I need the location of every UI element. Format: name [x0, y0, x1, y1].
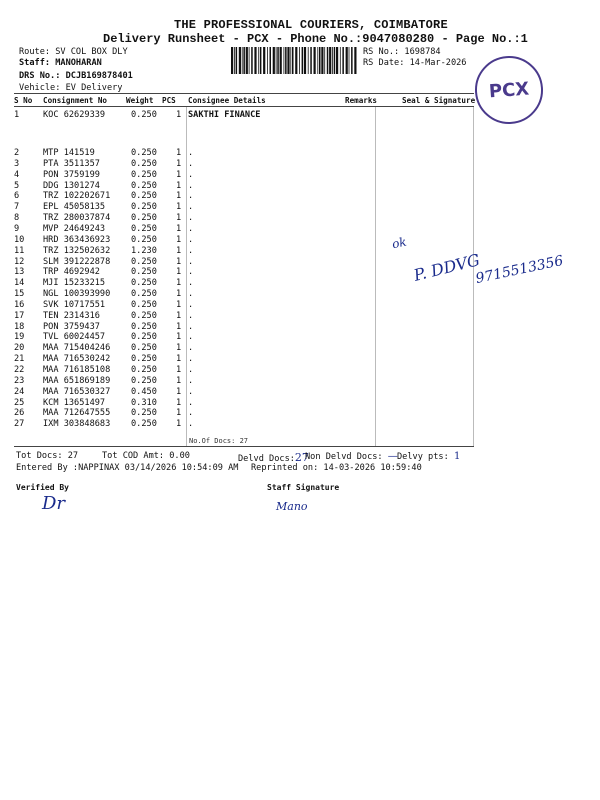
serial-number: 19	[14, 332, 25, 343]
pieces: 1	[176, 321, 182, 332]
serial-number: 1	[14, 110, 20, 120]
consignee-details: .	[188, 191, 194, 202]
serial-number: 2	[14, 148, 20, 158]
consignee-details: .	[188, 180, 194, 191]
consignment-number: PON 3759199	[43, 169, 100, 180]
staff-row	[19, 58, 102, 68]
staff-label: Staff:	[19, 58, 51, 68]
runsheet-subtitle: Delivery Runsheet - PCX - Phone No.:9047080280 - Page No.:1	[103, 32, 528, 46]
weight: 0.250	[131, 408, 157, 419]
consignment-number: MVP 24649243	[43, 223, 106, 234]
staff-signature: Mano	[276, 500, 308, 513]
pieces: 1	[176, 365, 182, 375]
pieces: 1	[176, 419, 182, 430]
pieces: 1	[176, 110, 182, 120]
rs-number: RS No.: 1698784	[363, 47, 441, 57]
pieces: 1	[176, 223, 182, 234]
no-of-docs: No.Of Docs: 27	[189, 437, 249, 445]
pieces: 1	[176, 213, 182, 224]
weight: 0.250	[131, 332, 157, 343]
non-delivered-docs-value: —	[387, 451, 398, 462]
col-seal: Seal & Signature	[402, 96, 476, 105]
serial-number: 17	[14, 310, 25, 321]
serial-number: 3	[14, 158, 20, 169]
consignee-details: .	[188, 375, 194, 386]
serial-number: 10	[14, 234, 25, 245]
pieces: 1	[176, 310, 182, 321]
company-name: THE PROFESSIONAL COURIERS, COIMBATORE	[174, 18, 448, 32]
entered-by: Entered By :NAPPINAX 03/14/2026 10:54:09 AM	[16, 463, 239, 473]
route-text: Route: SV COL BOX DLY	[19, 47, 128, 57]
serial-number: 13	[14, 267, 25, 278]
pcx-stamp	[473, 54, 546, 127]
consignment-number: MAA 651869189	[43, 375, 111, 386]
serial-number: 27	[14, 419, 25, 430]
verified-by-label: Verified By	[16, 483, 69, 492]
header-bottom-rule	[14, 106, 474, 107]
serial-number: 22	[14, 365, 25, 375]
weight: 0.250	[131, 289, 157, 300]
serial-number: 21	[14, 354, 25, 365]
serial-number: 15	[14, 289, 25, 300]
total-docs: Tot Docs: 27	[16, 451, 79, 461]
weight: 0.250	[131, 256, 157, 267]
serial-number: 12	[14, 256, 25, 267]
pieces: 1	[176, 234, 182, 245]
consignee-details: .	[188, 256, 194, 267]
consignee-details: .	[188, 213, 194, 224]
weight: 0.250	[131, 267, 157, 278]
pieces: 1	[176, 169, 182, 180]
consignee-details: .	[188, 202, 194, 213]
consignee-details: .	[188, 158, 194, 169]
total-cod: Tot COD Amt: 0.00	[102, 451, 190, 461]
consignment-number: SLM 391222878	[43, 256, 111, 267]
consignee-details: .	[188, 332, 194, 343]
consignment-number: PON 3759437	[43, 321, 100, 332]
delivery-points-value: 1	[453, 451, 461, 462]
consignee-details: .	[188, 223, 194, 234]
weight: 0.250	[131, 365, 157, 375]
weight: 0.250	[131, 191, 157, 202]
weight: 0.250	[131, 148, 157, 158]
consignee-details: .	[188, 267, 194, 278]
consignment-number: MAA 716530242	[43, 354, 111, 365]
consignee-details: .	[188, 408, 194, 419]
verified-signature: Dr	[42, 493, 66, 514]
weight: 0.250	[131, 375, 157, 386]
weight: 0.250	[131, 343, 157, 354]
remarks-col-divider	[375, 107, 376, 446]
weight: 0.250	[131, 299, 157, 310]
delivery-points-label: Delvy pts:	[397, 452, 449, 462]
pieces: 1	[176, 148, 182, 158]
consignment-number: SVK 10717551	[43, 299, 106, 310]
weight: 0.250	[131, 169, 157, 180]
pieces: 1	[176, 278, 182, 289]
drs-label: DRS No.:	[19, 71, 61, 81]
pieces: 1	[176, 191, 182, 202]
table-bottom-rule	[14, 446, 474, 447]
consignment-number: TRZ 132502632	[43, 245, 111, 256]
handwritten-phone: 9715513356	[474, 252, 565, 288]
consignee-details: .	[188, 321, 194, 332]
serial-number: 14	[14, 278, 25, 289]
vehicle-text: Vehicle: EV Delivery	[19, 83, 123, 93]
weight: 0.250	[131, 234, 157, 245]
serial-number: 6	[14, 191, 20, 202]
serial-number: 7	[14, 202, 20, 213]
weight: 0.250	[131, 180, 157, 191]
consignment-number: TVL 60024457	[43, 332, 106, 343]
serial-number: 11	[14, 245, 25, 256]
consignee-details: .	[188, 148, 194, 158]
consignment-number: TEN 2314316	[43, 310, 100, 321]
serial-number: 9	[14, 223, 20, 234]
consignment-number: PTA 3511357	[43, 158, 100, 169]
consignee-details: .	[188, 419, 194, 430]
right-col-divider	[473, 107, 474, 446]
weight: 0.250	[131, 321, 157, 332]
weight: 0.250	[131, 202, 157, 213]
consignee-details: .	[188, 234, 194, 245]
pieces: 1	[176, 267, 182, 278]
weight: 0.250	[131, 213, 157, 224]
serial-number: 26	[14, 408, 25, 419]
consignment-number: MAA 712647555	[43, 408, 111, 419]
weight: 0.250	[131, 278, 157, 289]
header-top-rule	[14, 93, 474, 94]
consignment-number: TRZ 102202671	[43, 191, 111, 202]
consignment-number: HRD 363436923	[43, 234, 111, 245]
consignee-details: .	[188, 310, 194, 321]
consignment-number: DDG 1301274	[43, 180, 100, 191]
consignee-details: .	[188, 245, 194, 256]
pieces: 1	[176, 375, 182, 386]
consignment-number: MAA 716530327	[43, 386, 111, 397]
serial-number: 20	[14, 343, 25, 354]
consignee-details: .	[188, 169, 194, 180]
consignee-details: .	[188, 397, 194, 408]
weight: 0.250	[131, 110, 157, 120]
consignee-details: .	[188, 343, 194, 354]
consignment-number: TRZ 280037874	[43, 213, 111, 224]
col-consignment: Consignment No	[43, 96, 108, 105]
pieces: 1	[176, 299, 182, 310]
serial-number: 5	[14, 180, 20, 191]
consignment-number: NGL 100393990	[43, 289, 111, 300]
pieces: 1	[176, 289, 182, 300]
consignee-details: .	[188, 278, 194, 289]
pieces: 1	[176, 397, 182, 408]
serial-number: 16	[14, 299, 25, 310]
serial-number: 18	[14, 321, 25, 332]
col-weight: Weight	[126, 96, 154, 105]
pieces: 1	[176, 354, 182, 365]
weight: 1.230	[131, 245, 157, 256]
consignment-number: MJI 15233215	[43, 278, 106, 289]
staff-name: MANOHARAN	[55, 58, 102, 68]
serial-number: 25	[14, 397, 25, 408]
weight: 0.250	[131, 419, 157, 430]
col-sno: S No	[14, 96, 33, 105]
drs-row	[19, 71, 133, 81]
col-pcs: PCS	[162, 96, 176, 105]
handwritten-signature: P. DDVG	[411, 250, 482, 285]
weight: 0.250	[131, 354, 157, 365]
consignee-details: .	[188, 386, 194, 397]
consignment-number: MAA 715404246	[43, 343, 111, 354]
pieces: 1	[176, 386, 182, 397]
consignee-details: .	[188, 299, 194, 310]
consignee-details: .	[188, 354, 194, 365]
rs-date: RS Date: 14-Mar-2026	[363, 58, 467, 68]
delivery-points	[397, 451, 460, 462]
pieces: 1	[176, 343, 182, 354]
serial-number: 24	[14, 386, 25, 397]
weight: 0.450	[131, 386, 157, 397]
stamp-text: PCX	[488, 78, 530, 102]
consignment-number: EPL 45058135	[43, 202, 106, 213]
consignment-number: MAA 716185108	[43, 365, 111, 375]
delivered-docs-value: 27	[294, 451, 309, 464]
delivered-docs-label: Delvd Docs:	[238, 454, 295, 464]
weight: 0.250	[131, 158, 157, 169]
pieces: 1	[176, 332, 182, 343]
barcode	[231, 47, 357, 74]
serial-number: 8	[14, 213, 20, 224]
col-consignee: Consignee Details	[188, 96, 266, 105]
consignee-details: .	[188, 289, 194, 300]
pieces: 1	[176, 256, 182, 267]
pieces: 1	[176, 408, 182, 419]
consignee-col-divider	[186, 107, 187, 446]
drs-number: DCJB169878401	[65, 71, 133, 81]
non-delivered-docs-label: Non Delvd Docs:	[305, 452, 383, 462]
serial-number: 23	[14, 375, 25, 386]
pieces: 1	[176, 245, 182, 256]
pieces: 1	[176, 202, 182, 213]
consignment-number: KOC 62629339	[43, 110, 106, 120]
staff-signature-label: Staff Signature	[267, 483, 340, 492]
non-delivered-docs	[305, 451, 398, 462]
weight: 0.250	[131, 310, 157, 321]
pieces: 1	[176, 158, 182, 169]
handwritten-ok: ok	[390, 234, 408, 252]
consignee-details: SAKTHI FINANCE	[188, 110, 261, 120]
reprinted-on: Reprinted on: 14-03-2026 10:59:40	[251, 463, 422, 473]
col-remarks: Remarks	[345, 96, 378, 105]
consignee-details: .	[188, 365, 194, 375]
consignment-number: IXM 303848683	[43, 419, 111, 430]
weight: 0.250	[131, 223, 157, 234]
pieces: 1	[176, 180, 182, 191]
weight: 0.310	[131, 397, 157, 408]
consignment-number: MTP 141519	[43, 148, 95, 158]
serial-number: 4	[14, 169, 20, 180]
consignment-number: TRP 4692942	[43, 267, 100, 278]
consignment-number: KCM 13651497	[43, 397, 106, 408]
